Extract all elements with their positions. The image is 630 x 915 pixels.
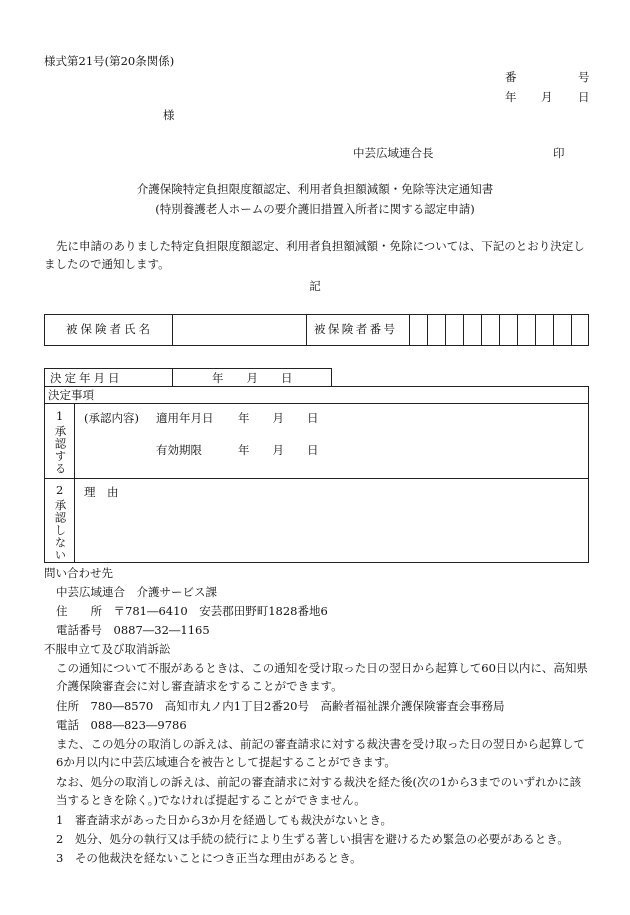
seal-mark: 印 xyxy=(553,146,565,160)
decision-items-label: 決定事項 xyxy=(48,388,94,402)
number-suffix: 号 xyxy=(578,70,590,84)
insured-number-label: 被保険者番号 xyxy=(314,322,398,336)
appeal-phone: 電話 088―823―9786 xyxy=(56,718,187,732)
title-line2: (特別養護老人ホームの要介護旧措置入所者に関する認定申請) xyxy=(155,202,475,216)
month-label: 月 xyxy=(541,90,553,104)
issuer: 中芸広域連合長 xyxy=(353,146,434,160)
approve-content-label: (承認内容) xyxy=(84,411,139,425)
contact-org: 中芸広域連合 介護サービス課 xyxy=(56,585,217,599)
appeal-paragraph-3: なお、処分の取消しの訴えは、前記の審査請求に対する裁決を経た後(次の1から3までのいずれかに該当するときを除く。)でなければ提起することができません。 xyxy=(56,775,582,807)
appeal-address: 住所 780―8570 高知市丸ノ内1丁目2番20号 高齢者福祉課介護保険審査会事務局 xyxy=(56,699,505,713)
number-label: 番 xyxy=(505,70,517,84)
year-label: 年 xyxy=(505,90,517,104)
decision-date-value: 年 月 日 xyxy=(212,371,293,385)
deny-label: 承認しない xyxy=(53,499,68,562)
deny-number: 2 xyxy=(56,483,64,497)
day-label: 日 xyxy=(578,90,590,104)
approve-number: 1 xyxy=(56,409,64,423)
appeal-item-2: 2 処分、処分の執行又は手続の続行により生ずる著しい損害を避けるため緊急の必要があるとき。 xyxy=(56,832,569,846)
intro-text: 先に申請のありました特定負担限度額認定、利用者負担額減額・免除については、下記のとおり決定しましたので通知します。 xyxy=(44,239,585,271)
reason-label: 理 由 xyxy=(84,485,119,499)
valid-until-value: 年 月 日 xyxy=(238,443,319,457)
ki-label: 記 xyxy=(309,279,321,293)
contact-address: 住 所 〒781―6410 安芸郡田野町1828番地6 xyxy=(56,604,328,618)
recipient-sama: 様 xyxy=(163,108,175,122)
contact-heading: 問い合わせ先 xyxy=(44,566,113,580)
appeal-paragraph-2: また、この処分の取消しの訴えは、前記の審査請求に対する裁決書を受け取った日の翌日から起算して6か月以内に中芸広域連合を被告として提起することができます。 xyxy=(56,737,585,769)
approve-label: 承認する xyxy=(53,425,68,475)
title-line1: 介護保険特定負担限度額認定、利用者負担額減額・免除等決定通知書 xyxy=(136,182,494,196)
insured-name-label: 被保険者氏名 xyxy=(66,322,153,336)
valid-until-label: 有効期限 xyxy=(156,443,202,457)
appeal-item-3: 3 その他裁決を経ないことにつき正当な理由があるとき。 xyxy=(56,851,362,865)
contact-phone: 電話番号 0887―32―1165 xyxy=(56,623,210,637)
apply-date-label: 適用年月日 xyxy=(156,411,214,425)
appeal-item-1: 1 審査請求があった日から3か月を経過しても裁決がないとき。 xyxy=(56,813,393,827)
appeal-paragraph-1: この通知について不服があるときは、この通知を受け取った日の翌日から起算して60日以内に、高知県介護保険審査会に対し審査請求をすることができます。 xyxy=(56,661,588,693)
form-id: 様式第21号(第20条関係) xyxy=(44,54,175,68)
appeal-heading: 不服申立て及び取消訴訟 xyxy=(44,642,171,656)
apply-date-value: 年 月 日 xyxy=(238,411,319,425)
decision-date-label: 決定年月日 xyxy=(50,371,123,385)
